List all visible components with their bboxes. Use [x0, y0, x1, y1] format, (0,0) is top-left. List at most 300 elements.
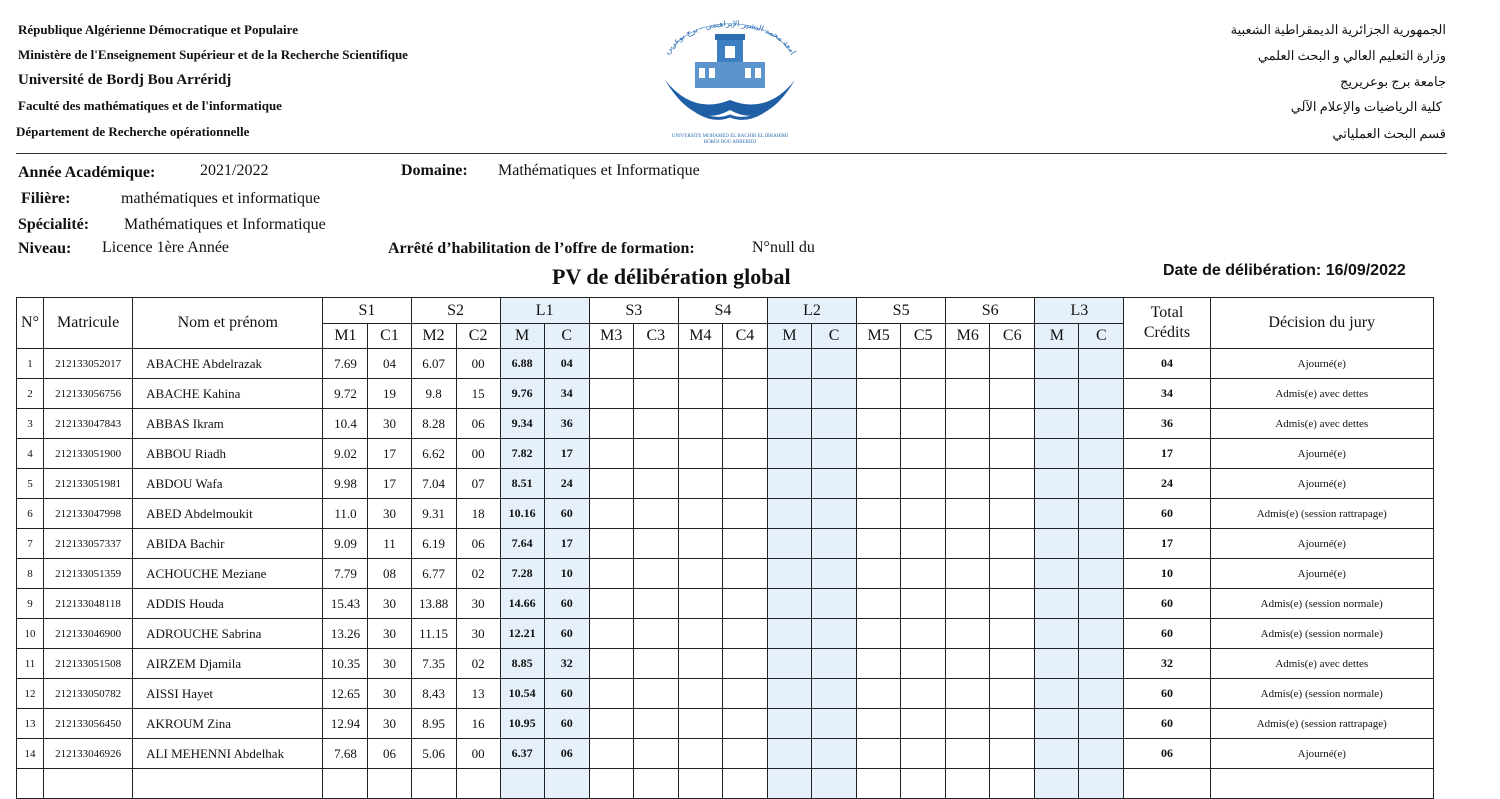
cell-nom: ADROUCHE Sabrina [133, 619, 323, 649]
cell-dec [1210, 769, 1433, 799]
cell-dec: Ajourné(e) [1210, 559, 1433, 589]
cell-empty [1035, 559, 1079, 589]
cell-mat [44, 769, 133, 799]
cell-m2: 5.06 [411, 739, 456, 769]
cell-empty [990, 649, 1035, 679]
cell-c: 34 [544, 379, 589, 409]
cell-empty [990, 709, 1035, 739]
cell-dec: Admis(e) avec dettes [1210, 379, 1433, 409]
cell-empty [767, 709, 811, 739]
cell-empty [633, 499, 678, 529]
cell-m: 10.54 [500, 679, 544, 709]
cell-m: 12.21 [500, 619, 544, 649]
cell-empty [946, 469, 990, 499]
cell-m2: 8.28 [411, 409, 456, 439]
cell-empty [812, 499, 857, 529]
header-fr-line-2: Ministère de l'Enseignement Supérieur et de la Recherche Scientifique [18, 47, 408, 62]
cell-dec: Admis(e) (session normale) [1210, 619, 1433, 649]
table-row [17, 529, 1434, 559]
cell-empty [990, 499, 1035, 529]
cell-empty [812, 559, 857, 589]
cell-empty [678, 349, 722, 379]
cell-m: 7.82 [500, 439, 544, 469]
cell-empty [678, 679, 722, 709]
deliberation-date: Date de délibération: 16/09/2022 [1163, 262, 1406, 279]
cell-c: 04 [544, 349, 589, 379]
specialite-value: Mathématiques et Informatique [124, 216, 326, 233]
cell-empty [722, 469, 767, 499]
cell-dec: Admis(e) (session normale) [1210, 679, 1433, 709]
cell-c2: 00 [456, 439, 500, 469]
cell-m2: 8.95 [411, 709, 456, 739]
cell-m: 8.85 [500, 649, 544, 679]
cell-c [544, 769, 589, 799]
cell-m: 7.28 [500, 559, 544, 589]
cell-empty [1079, 589, 1124, 619]
cell-empty [589, 559, 633, 589]
cell-c2: 00 [456, 739, 500, 769]
cell-m1: 13.26 [323, 619, 368, 649]
cell-empty [633, 619, 678, 649]
cell-empty [812, 379, 857, 409]
cell-empty [633, 589, 678, 619]
col-header-s2: S2 [411, 298, 500, 324]
cell-empty [589, 679, 633, 709]
cell-empty [946, 439, 990, 469]
cell-n: 14 [17, 739, 44, 769]
cell-c1: 06 [368, 739, 411, 769]
cell-m: 10.95 [500, 709, 544, 739]
col-subheader: M [500, 324, 544, 349]
col-subheader: C [812, 324, 857, 349]
cell-empty [767, 739, 811, 769]
cell-empty [857, 529, 901, 559]
cell-m1: 11.0 [323, 499, 368, 529]
cell-empty [589, 739, 633, 769]
cell-empty [901, 589, 946, 619]
table-row [17, 589, 1434, 619]
table-row [17, 559, 1434, 589]
cell-c: 06 [544, 739, 589, 769]
cell-c1: 30 [368, 649, 411, 679]
cell-total: 36 [1124, 409, 1210, 439]
cell-mat: 212133047843 [44, 409, 133, 439]
page-title: PV de délibération global [552, 264, 791, 289]
col-subheader: M2 [411, 324, 456, 349]
cell-empty [589, 769, 633, 799]
col-subheader: M3 [589, 324, 633, 349]
cell-c2: 02 [456, 559, 500, 589]
cell-n: 11 [17, 649, 44, 679]
cell-empty [901, 619, 946, 649]
table-row [17, 469, 1434, 499]
cell-empty [1079, 709, 1124, 739]
cell-n: 10 [17, 619, 44, 649]
cell-empty [990, 739, 1035, 769]
cell-empty [722, 349, 767, 379]
cell-empty [678, 469, 722, 499]
cell-empty [633, 469, 678, 499]
cell-empty [722, 709, 767, 739]
cell-c1: 30 [368, 619, 411, 649]
cell-empty [589, 379, 633, 409]
cell-c: 60 [544, 619, 589, 649]
deliberation-table [16, 297, 1434, 799]
header-ar-line-1: الجمهورية الجزائرية الديمقراطية الشعبية [1230, 22, 1446, 37]
logo-caption-2: BORDJ BOU ARRERIDJ [703, 140, 757, 145]
cell-empty [767, 679, 811, 709]
cell-nom: ACHOUCHE Meziane [133, 559, 323, 589]
cell-empty [946, 679, 990, 709]
cell-m: 6.37 [500, 739, 544, 769]
cell-empty [678, 409, 722, 439]
cell-empty [812, 619, 857, 649]
cell-nom: AIRZEM Djamila [133, 649, 323, 679]
cell-empty [767, 379, 811, 409]
cell-empty [633, 409, 678, 439]
cell-mat: 212133056756 [44, 379, 133, 409]
niveau-label: Niveau: [18, 240, 72, 257]
col-subheader: C3 [633, 324, 678, 349]
cell-c: 10 [544, 559, 589, 589]
cell-empty [990, 679, 1035, 709]
cell-mat: 212133051359 [44, 559, 133, 589]
cell-total: 17 [1124, 439, 1210, 469]
cell-empty [767, 769, 811, 799]
cell-c: 60 [544, 679, 589, 709]
col-subheader: C6 [990, 324, 1035, 349]
cell-empty [678, 589, 722, 619]
cell-empty [767, 409, 811, 439]
cell-c2: 16 [456, 709, 500, 739]
cell-empty [1079, 769, 1124, 799]
cell-nom: ABDOU Wafa [133, 469, 323, 499]
table-row [17, 349, 1434, 379]
cell-empty [678, 379, 722, 409]
cell-m2: 9.31 [411, 499, 456, 529]
cell-empty [589, 619, 633, 649]
cell-empty [812, 709, 857, 739]
cell-empty [990, 619, 1035, 649]
cell-empty [812, 589, 857, 619]
cell-m1: 7.68 [323, 739, 368, 769]
cell-c1: 19 [368, 379, 411, 409]
cell-empty [1035, 709, 1079, 739]
cell-m1: 9.98 [323, 469, 368, 499]
niveau-value: Licence 1ère Année [102, 239, 230, 256]
cell-m1: 15.43 [323, 589, 368, 619]
cell-m1: 9.02 [323, 439, 368, 469]
cell-empty [812, 529, 857, 559]
cell-empty [722, 499, 767, 529]
cell-empty [857, 439, 901, 469]
cell-m2: 6.62 [411, 439, 456, 469]
cell-total: 60 [1124, 499, 1210, 529]
cell-empty [1035, 679, 1079, 709]
cell-dec: Admis(e) avec dettes [1210, 409, 1433, 439]
cell-empty [857, 769, 901, 799]
cell-empty [1035, 439, 1079, 469]
col-header-s6: S6 [946, 298, 1035, 324]
cell-c2 [456, 769, 500, 799]
header-ar-line-5: قسم البحث العملياتي [1332, 126, 1446, 141]
cell-empty [722, 559, 767, 589]
cell-c1: 30 [368, 679, 411, 709]
cell-n: 13 [17, 709, 44, 739]
col-header-total: Total Crédits [1124, 298, 1210, 349]
table-row [17, 739, 1434, 769]
cell-empty [722, 769, 767, 799]
col-header-matricule: Matricule [44, 298, 133, 349]
cell-m: 7.64 [500, 529, 544, 559]
cell-c1: 08 [368, 559, 411, 589]
cell-dec: Admis(e) (session rattrapage) [1210, 499, 1433, 529]
cell-empty [857, 619, 901, 649]
cell-empty [767, 649, 811, 679]
cell-empty [990, 469, 1035, 499]
cell-c: 60 [544, 499, 589, 529]
cell-m1: 12.94 [323, 709, 368, 739]
cell-empty [946, 709, 990, 739]
cell-dec: Ajourné(e) [1210, 529, 1433, 559]
cell-c: 32 [544, 649, 589, 679]
cell-c2: 06 [456, 409, 500, 439]
cell-empty [1079, 679, 1124, 709]
cell-m2: 8.43 [411, 679, 456, 709]
table-row [17, 379, 1434, 409]
cell-mat: 212133048118 [44, 589, 133, 619]
cell-empty [990, 379, 1035, 409]
cell-empty [946, 739, 990, 769]
cell-empty [901, 679, 946, 709]
cell-empty [633, 439, 678, 469]
header-fr-line-3: Université de Bordj Bou Arréridj [18, 72, 232, 88]
cell-c2: 18 [456, 499, 500, 529]
cell-c2: 02 [456, 649, 500, 679]
cell-empty [633, 559, 678, 589]
cell-c2: 30 [456, 589, 500, 619]
col-subheader: C1 [368, 324, 411, 349]
cell-empty [857, 349, 901, 379]
cell-nom: ADDIS Houda [133, 589, 323, 619]
cell-n: 5 [17, 469, 44, 499]
cell-empty [901, 769, 946, 799]
header-fr-line-1: République Algérienne Démocratique et Populaire [18, 22, 298, 37]
cell-c: 17 [544, 529, 589, 559]
cell-empty [767, 469, 811, 499]
cell-empty [589, 529, 633, 559]
cell-empty [589, 349, 633, 379]
cell-empty [1035, 619, 1079, 649]
cell-c1: 30 [368, 409, 411, 439]
cell-empty [901, 709, 946, 739]
col-header-s3: S3 [589, 298, 678, 324]
cell-empty [767, 499, 811, 529]
cell-empty [990, 529, 1035, 559]
cell-empty [946, 349, 990, 379]
cell-empty [901, 529, 946, 559]
cell-n: 1 [17, 349, 44, 379]
cell-total: 10 [1124, 559, 1210, 589]
col-header-s4: S4 [678, 298, 767, 324]
cell-total: 60 [1124, 589, 1210, 619]
cell-empty [812, 679, 857, 709]
cell-empty [1079, 649, 1124, 679]
cell-c1: 17 [368, 469, 411, 499]
cell-empty [589, 589, 633, 619]
cell-empty [1079, 739, 1124, 769]
col-subheader: M4 [678, 324, 722, 349]
col-header-s5: S5 [857, 298, 946, 324]
cell-m1: 9.72 [323, 379, 368, 409]
col-subheader: M6 [946, 324, 990, 349]
cell-empty [1035, 649, 1079, 679]
cell-m2: 6.19 [411, 529, 456, 559]
annee-label: Année Académique: [18, 164, 156, 181]
cell-empty [1035, 379, 1079, 409]
cell-empty [946, 649, 990, 679]
cell-c1: 17 [368, 439, 411, 469]
cell-total: 60 [1124, 619, 1210, 649]
cell-empty [722, 589, 767, 619]
cell-m1: 7.69 [323, 349, 368, 379]
cell-c1: 04 [368, 349, 411, 379]
cell-mat: 212133057337 [44, 529, 133, 559]
arrete-value: N°null du [752, 239, 815, 256]
cell-empty [901, 379, 946, 409]
cell-empty [722, 379, 767, 409]
cell-m: 10.16 [500, 499, 544, 529]
cell-empty [1079, 349, 1124, 379]
cell-m2 [411, 769, 456, 799]
col-header-l2: L2 [767, 298, 856, 324]
cell-empty [1079, 499, 1124, 529]
cell-m: 14.66 [500, 589, 544, 619]
logo-caption-1: UNIVERSITE MOHAMED EL BACHIR EL IBRAHIMI [671, 134, 789, 139]
cell-empty [767, 349, 811, 379]
cell-empty [1079, 619, 1124, 649]
cell-c2: 30 [456, 619, 500, 649]
cell-n: 2 [17, 379, 44, 409]
cell-c1: 30 [368, 709, 411, 739]
cell-empty [1079, 529, 1124, 559]
cell-empty [946, 379, 990, 409]
logo-arabic-text: امعة محمد البشير الإبراهيمي - برج بوعريري [662, 19, 798, 56]
cell-total: 34 [1124, 379, 1210, 409]
cell-empty [722, 409, 767, 439]
cell-n: 7 [17, 529, 44, 559]
cell-nom: AKROUM Zina [133, 709, 323, 739]
cell-nom: ALI MEHENNI Abdelhak [133, 739, 323, 769]
cell-empty [1035, 409, 1079, 439]
cell-n: 8 [17, 559, 44, 589]
cell-n [17, 769, 44, 799]
header-ar-line-2: وزارة التعليم العالي و البحث العلمي [1257, 48, 1446, 63]
cell-empty [812, 649, 857, 679]
cell-mat: 212133056450 [44, 709, 133, 739]
cell-empty [678, 529, 722, 559]
cell-empty [633, 739, 678, 769]
cell-empty [589, 439, 633, 469]
cell-empty [946, 619, 990, 649]
cell-total: 60 [1124, 679, 1210, 709]
cell-mat: 212133052017 [44, 349, 133, 379]
cell-empty [901, 439, 946, 469]
cell-empty [767, 619, 811, 649]
cell-total: 24 [1124, 469, 1210, 499]
col-header-num: N° [17, 298, 44, 349]
cell-empty [678, 619, 722, 649]
cell-m2: 11.15 [411, 619, 456, 649]
cell-empty [678, 649, 722, 679]
cell-dec: Ajourné(e) [1210, 439, 1433, 469]
cell-c: 24 [544, 469, 589, 499]
university-logo [655, 10, 805, 148]
col-subheader: C [544, 324, 589, 349]
cell-c: 17 [544, 439, 589, 469]
cell-empty [589, 499, 633, 529]
cell-m1: 10.35 [323, 649, 368, 679]
cell-empty [767, 559, 811, 589]
arrete-label: Arrêté d’habilitation de l’offre de formation: [388, 240, 695, 257]
cell-empty [990, 409, 1035, 439]
cell-empty [812, 469, 857, 499]
cell-empty [857, 709, 901, 739]
table-row [17, 499, 1434, 529]
col-header-l1: L1 [500, 298, 589, 324]
cell-empty [722, 619, 767, 649]
col-subheader: M [767, 324, 811, 349]
col-header-l3: L3 [1035, 298, 1124, 324]
cell-nom: ABBAS Ikram [133, 409, 323, 439]
cell-empty [901, 499, 946, 529]
cell-c2: 13 [456, 679, 500, 709]
cell-empty [589, 409, 633, 439]
cell-empty [1079, 409, 1124, 439]
table-row [17, 439, 1434, 469]
cell-c: 60 [544, 589, 589, 619]
cell-empty [857, 739, 901, 769]
cell-empty [857, 679, 901, 709]
cell-nom: ABED Abdelmoukit [133, 499, 323, 529]
cell-empty [812, 439, 857, 469]
cell-mat: 212133051508 [44, 649, 133, 679]
cell-empty [678, 559, 722, 589]
table-row [17, 679, 1434, 709]
cell-empty [946, 559, 990, 589]
cell-m1: 7.79 [323, 559, 368, 589]
cell-empty [946, 409, 990, 439]
cell-empty [589, 709, 633, 739]
cell-empty [1035, 499, 1079, 529]
cell-m2: 6.77 [411, 559, 456, 589]
cell-total: 60 [1124, 709, 1210, 739]
cell-mat: 212133051900 [44, 439, 133, 469]
cell-m1: 12.65 [323, 679, 368, 709]
cell-empty [589, 649, 633, 679]
cell-m2: 7.35 [411, 649, 456, 679]
col-header-s1: S1 [323, 298, 411, 324]
cell-empty [857, 649, 901, 679]
cell-empty [857, 499, 901, 529]
cell-empty [633, 349, 678, 379]
cell-empty [633, 709, 678, 739]
cell-empty [812, 349, 857, 379]
cell-c1: 30 [368, 499, 411, 529]
cell-total: 04 [1124, 349, 1210, 379]
cell-empty [678, 499, 722, 529]
cell-m1: 9.09 [323, 529, 368, 559]
